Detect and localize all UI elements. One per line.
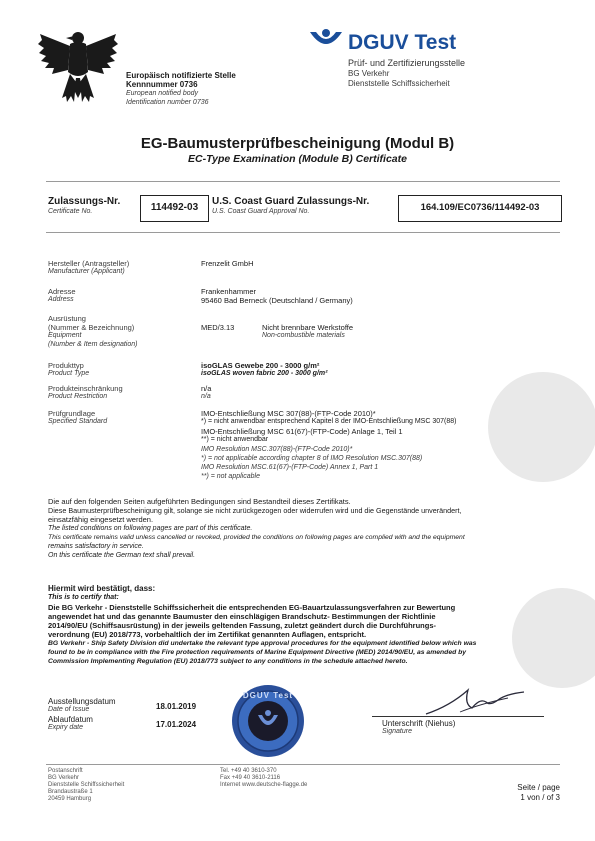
org-line-2: BG Verkehr (348, 69, 390, 78)
signature-label-de: Unterschrift (Niehus) (382, 719, 456, 728)
confirmation-en-3: Commission Implementing Regulation (EU) 2018/773 subject to any conditions in the schedule attached hereto. (48, 658, 408, 665)
standard-line-en-3: IMO Resolution MSC.61(67)-(FTP-Code) Annex 1, Part 1 (201, 464, 379, 471)
confirmation-de-3: 2014/90/EU (Schiffsausrüstung) in der jeweils geltenden Fassung, zuletzt geändert durch die Durchführungs- (48, 621, 436, 630)
equipment-code: MED/3.13 (201, 323, 235, 332)
address-line-1: Frankenhammer (201, 287, 257, 296)
manufacturer-label-en: Manufacturer (Applicant) (48, 268, 125, 275)
confirmation-en-2: found to be in compliance with the Fire protection requirements of Marine Equipment Directive (MED) 2014/90/EU, as amended by (48, 649, 467, 656)
manufacturer-value: Frenzelit GmbH (201, 259, 254, 268)
product-type-label-de: Produkttyp (48, 361, 84, 370)
page-number: 1 von / of 3 (520, 793, 560, 802)
uscg-number: 164.109/EC0736/114492-03 (420, 202, 540, 213)
conditions-de-1: Die auf den folgenden Seiten aufgeführten Bedingungen sind Bestandteil dieses Zertifikats. (48, 497, 351, 506)
expiry-date-label-de: Ablaufdatum (48, 715, 93, 724)
confirmation-de-1: Die BG Verkehr - Dienststelle Schiffssicherheit die entsprechenden EG-Bauartzulassungsverfahren zur Bewertung (48, 603, 456, 612)
cert-label-en: Certificate No. (48, 208, 93, 215)
product-type-value-en: isoGLAS woven fabric 200 - 3000 g/m² (201, 370, 328, 377)
standard-line-de-2: *) = nicht anwendbar entsprechend Kapitel 8 der IMO-Entschließung MSC 307(88) (201, 418, 457, 425)
conditions-de-2: Diese Baumusterprüfbescheinigung gilt, solange sie nicht zurückgezogen oder widerrufen wird und die Gegenstände unverändert, (48, 506, 462, 515)
manufacturer-label-de: Hersteller (Antragsteller) (48, 259, 130, 268)
standard-line-de-3: IMO-Entschließung MSC 61(67)-(FTP-Code) Anlage 1, Teil 1 (201, 427, 403, 436)
standard-line-de-1: IMO-Entschließung MSC 307(88)-(FTP-Code 2010)* (201, 409, 376, 418)
footer-middle-3: Internet www.deutsche-flagge.de (220, 782, 308, 788)
org-line-3: Dienststelle Schiffssicherheit (348, 79, 450, 88)
confirmation-de-2: angewendet hat und das genannte Baumuster den einschlägigen Brandschutz- Bestimmungen der Richtlinie (48, 612, 436, 621)
equipment-label-en-2: (Number & Item designation) (48, 341, 138, 348)
footer-left-4: Brandaustraße 1 (48, 789, 93, 795)
standard-label-en: Specified Standard (48, 418, 108, 425)
org-line-1: Prüf- und Zertifizierungsstelle (348, 58, 466, 68)
conditions-en-4: On this certificate the German text shall prevail. (48, 552, 196, 559)
issue-date-value: 18.01.2019 (156, 702, 197, 711)
footer-middle-2: Fax +49 40 3610-2116 (220, 775, 281, 781)
footer-left-5: 20459 Hamburg (48, 796, 92, 802)
confirmation-en-1: BG Verkehr - Ship Safety Division did undertake the relevant type approval procedures for the equipment identified below which was (48, 640, 477, 647)
footer-middle-1: Tel. +49 40 3610-370 (220, 768, 277, 774)
notified-number-en: Identification number 0736 (126, 99, 209, 106)
equipment-label-en-1: Equipment (48, 332, 82, 339)
footer-left-2: BG Verkehr (48, 775, 80, 781)
expiry-date-value: 17.01.2024 (156, 720, 197, 729)
conditions-en-1: The listed conditions on following pages are part of this certificate. (48, 525, 253, 532)
footer-left-1: Postanschrift (48, 768, 83, 774)
address-label-en: Address (48, 296, 74, 303)
conditions-en-2: This certificate remains valid unless cancelled or revoked, provided the conditions on following pages are complied with and the equipment (48, 534, 465, 541)
cert-label-de: Zulassungs-Nr. (48, 196, 121, 207)
signature-line (372, 716, 544, 717)
restriction-value-en: n/a (201, 393, 211, 400)
notified-body-en: European notified body (126, 90, 198, 97)
restriction-label-de: Produkteinschränkung (48, 384, 123, 393)
equipment-value-en: Non-combustible materials (262, 332, 345, 339)
confirmation-de-4: verordnung (EU) 2018/773, vorbehaltlich der im Zertifikat genannten Auflagen, entspricht. (48, 630, 367, 639)
footer-left-3: Dienststelle Schiffssicherheit (48, 782, 125, 788)
page-label: Seite / page (517, 783, 560, 792)
cert-number: 114492-03 (150, 202, 199, 213)
standard-line-de-4: **) = nicht anwendbar (201, 436, 269, 443)
federal-eagle-emblem (36, 26, 120, 108)
conditions-de-3: einsatzfähig eingesetzt werden. (48, 515, 154, 524)
confirmation-heading-en: This is to certify that: (48, 594, 119, 601)
address-line-2: 95460 Bad Berneck (Deutschland / Germany) (201, 296, 353, 305)
restriction-value-de: n/a (201, 384, 212, 393)
product-type-value-de: isoGLAS Gewebe 200 - 3000 g/m² (201, 361, 320, 370)
uscg-label-de: U.S. Coast Guard Zulassungs-Nr. (212, 196, 370, 207)
equipment-label-de-2: (Nummer & Bezeichnung) (48, 323, 135, 332)
equipment-label-de-1: Ausrüstung (48, 314, 86, 323)
restriction-label-en: Product Restriction (48, 393, 108, 400)
notified-number-de: Kennnummer 0736 (126, 80, 198, 89)
notified-body-de: Europäisch notifizierte Stelle (126, 71, 236, 80)
standard-line-en-4: **) = not applicable (201, 473, 260, 480)
standard-label-de: Prüfgrundlage (48, 409, 96, 418)
signature-label-en: Signature (382, 728, 412, 735)
confirmation-heading-de: Hiermit wird bestätigt, dass: (48, 584, 156, 593)
seal-text: DGUV Test (242, 691, 294, 700)
uscg-label-en: U.S. Coast Guard Approval No. (212, 208, 310, 215)
standard-line-en-2: *) = not applicable according chapter 8 of IMO Resolution MSC.307(88) (201, 455, 423, 462)
product-type-label-en: Product Type (48, 370, 90, 377)
watermark-seal-lower (512, 588, 595, 688)
conditions-en-3: remains satisfactory in service. (48, 543, 144, 550)
issue-date-label-de: Ausstellungsdatum (48, 697, 116, 706)
issue-date-label-en: Date of Issue (48, 706, 90, 713)
handwritten-signature (420, 684, 530, 718)
standard-line-en-1: IMO Resolution MSC.307(88)-(FTP-Code 2010)* (201, 446, 353, 453)
watermark-seal-upper (488, 372, 595, 482)
equipment-value-de: Nicht brennbare Werkstoffe (262, 323, 354, 332)
dguv-logo-text: DGUV Test (348, 31, 457, 54)
address-label-de: Adresse (48, 287, 76, 296)
expiry-date-label-en: Expiry date (48, 724, 84, 731)
title-en: EC-Type Examination (Module B) Certificate (188, 153, 407, 165)
title-de: EG-Baumusterprüfbescheinigung (Modul B) (140, 135, 455, 152)
dguv-logo-icon (306, 28, 346, 54)
